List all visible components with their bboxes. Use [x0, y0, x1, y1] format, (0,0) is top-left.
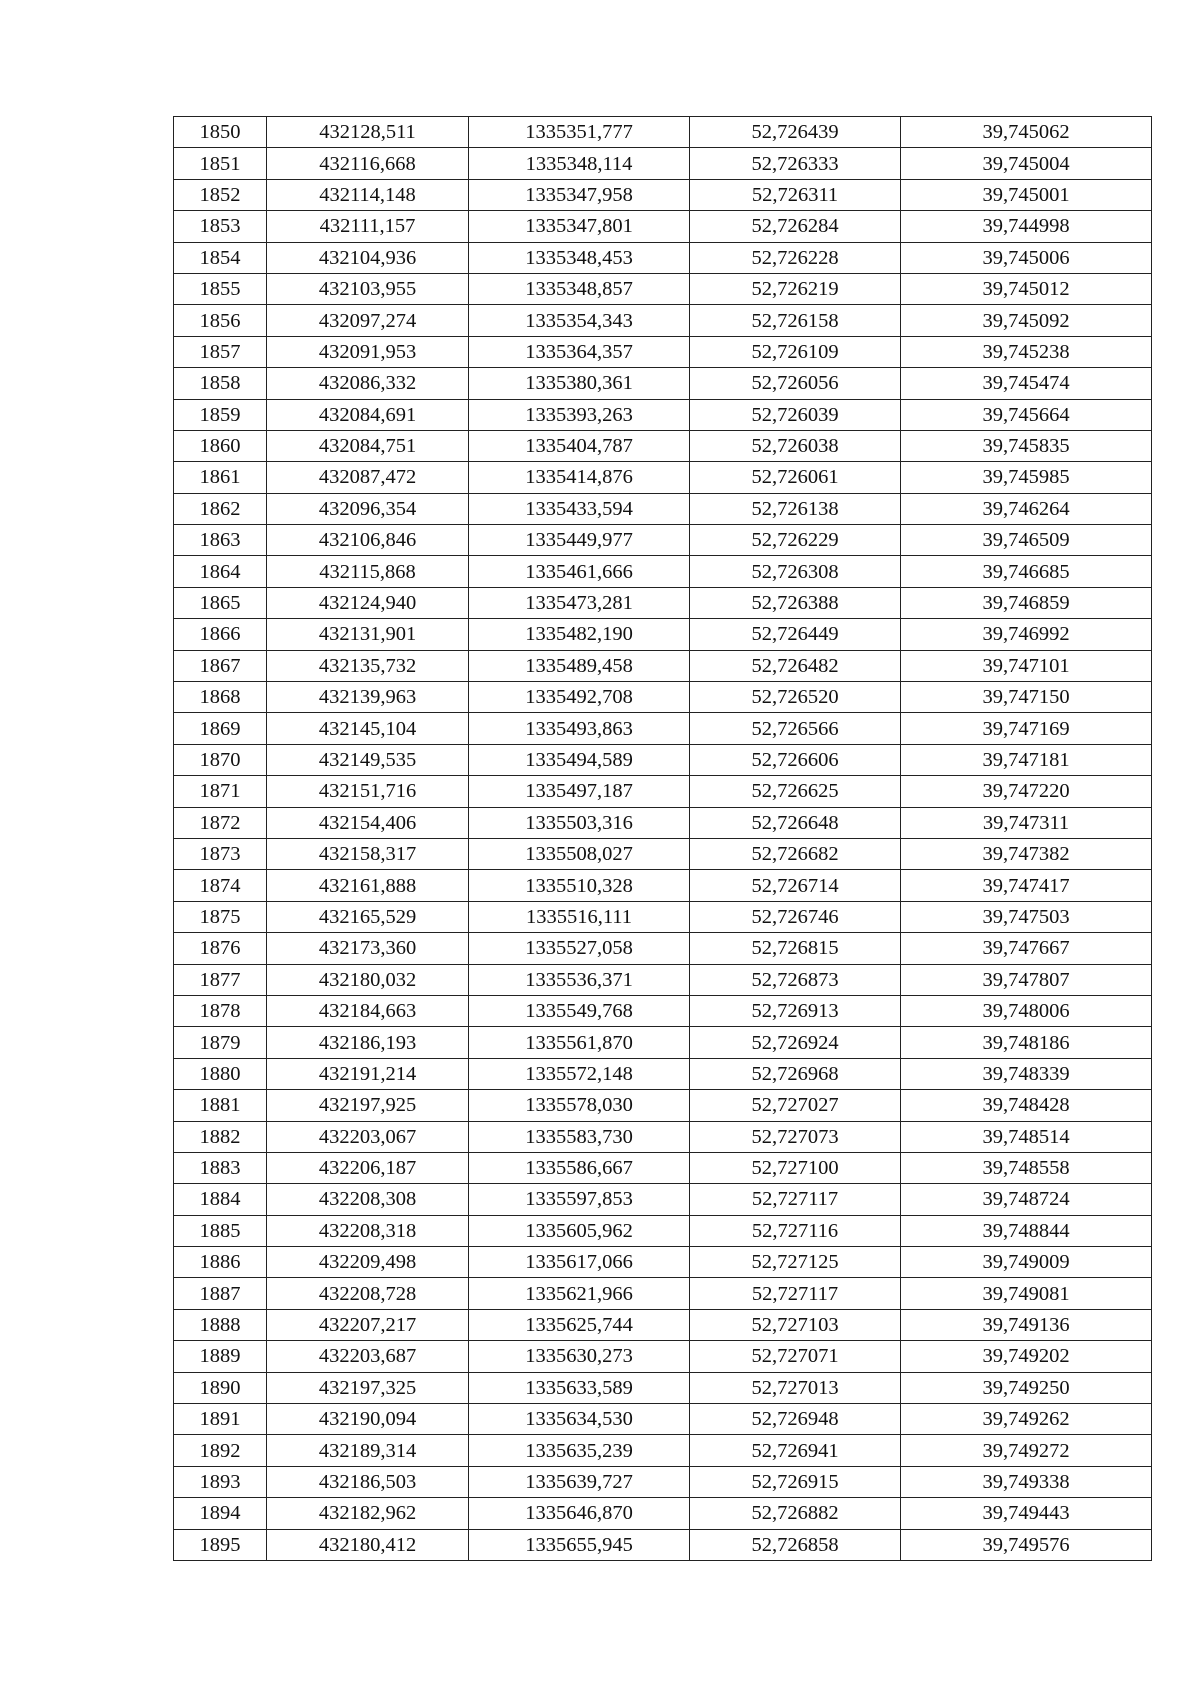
x-coordinate-cell: 432116,668	[267, 148, 469, 179]
point-number-cell: 1891	[174, 1404, 267, 1435]
point-number-cell: 1883	[174, 1152, 267, 1183]
x-coordinate-cell: 432197,925	[267, 1090, 469, 1121]
latitude-cell: 52,726873	[690, 964, 901, 995]
point-number-cell: 1874	[174, 870, 267, 901]
table-row	[174, 1247, 1152, 1278]
point-number-cell: 1868	[174, 682, 267, 713]
latitude-cell: 52,727027	[690, 1090, 901, 1121]
latitude-cell: 52,726109	[690, 336, 901, 367]
x-coordinate-cell: 432115,868	[267, 556, 469, 587]
x-coordinate-cell: 432111,157	[267, 211, 469, 242]
latitude-cell: 52,727100	[690, 1152, 901, 1183]
longitude-cell: 39,747807	[901, 964, 1152, 995]
longitude-cell: 39,747101	[901, 650, 1152, 681]
table-row	[174, 807, 1152, 838]
longitude-cell: 39,745012	[901, 273, 1152, 304]
table-row	[174, 619, 1152, 650]
y-coordinate-cell: 1335482,190	[469, 619, 690, 650]
longitude-cell: 39,747181	[901, 744, 1152, 775]
x-coordinate-cell: 432208,728	[267, 1278, 469, 1309]
longitude-cell: 39,748339	[901, 1058, 1152, 1089]
table-row	[174, 1215, 1152, 1246]
longitude-cell: 39,749262	[901, 1404, 1152, 1435]
table-row	[174, 1090, 1152, 1121]
longitude-cell: 39,744998	[901, 211, 1152, 242]
point-number-cell: 1860	[174, 430, 267, 461]
x-coordinate-cell: 432091,953	[267, 336, 469, 367]
y-coordinate-cell: 1335639,727	[469, 1466, 690, 1497]
latitude-cell: 52,726941	[690, 1435, 901, 1466]
longitude-cell: 39,749009	[901, 1247, 1152, 1278]
table-row	[174, 870, 1152, 901]
latitude-cell: 52,726333	[690, 148, 901, 179]
y-coordinate-cell: 1335364,357	[469, 336, 690, 367]
x-coordinate-cell: 432206,187	[267, 1152, 469, 1183]
y-coordinate-cell: 1335449,977	[469, 525, 690, 556]
table-row	[174, 1435, 1152, 1466]
table-row	[174, 995, 1152, 1026]
latitude-cell: 52,727103	[690, 1309, 901, 1340]
latitude-cell: 52,727116	[690, 1215, 901, 1246]
latitude-cell: 52,726882	[690, 1498, 901, 1529]
latitude-cell: 52,726039	[690, 399, 901, 430]
x-coordinate-cell: 432139,963	[267, 682, 469, 713]
point-number-cell: 1879	[174, 1027, 267, 1058]
latitude-cell: 52,726924	[690, 1027, 901, 1058]
y-coordinate-cell: 1335473,281	[469, 587, 690, 618]
latitude-cell: 52,726520	[690, 682, 901, 713]
longitude-cell: 39,749081	[901, 1278, 1152, 1309]
y-coordinate-cell: 1335351,777	[469, 117, 690, 148]
point-number-cell: 1857	[174, 336, 267, 367]
x-coordinate-cell: 432182,962	[267, 1498, 469, 1529]
longitude-cell: 39,747417	[901, 870, 1152, 901]
coordinates-table	[173, 116, 1152, 1561]
table-row	[174, 1498, 1152, 1529]
point-number-cell: 1855	[174, 273, 267, 304]
x-coordinate-cell: 432151,716	[267, 776, 469, 807]
x-coordinate-cell: 432097,274	[267, 305, 469, 336]
point-number-cell: 1882	[174, 1121, 267, 1152]
y-coordinate-cell: 1335561,870	[469, 1027, 690, 1058]
latitude-cell: 52,727117	[690, 1184, 901, 1215]
x-coordinate-cell: 432158,317	[267, 838, 469, 869]
longitude-cell: 39,746992	[901, 619, 1152, 650]
latitude-cell: 52,726311	[690, 179, 901, 210]
y-coordinate-cell: 1335492,708	[469, 682, 690, 713]
longitude-cell: 39,749576	[901, 1529, 1152, 1560]
latitude-cell: 52,726913	[690, 995, 901, 1026]
table-row	[174, 148, 1152, 179]
point-number-cell: 1851	[174, 148, 267, 179]
table-row	[174, 838, 1152, 869]
table-row	[174, 556, 1152, 587]
y-coordinate-cell: 1335597,853	[469, 1184, 690, 1215]
table-row	[174, 242, 1152, 273]
x-coordinate-cell: 432191,214	[267, 1058, 469, 1089]
x-coordinate-cell: 432189,314	[267, 1435, 469, 1466]
x-coordinate-cell: 432084,751	[267, 430, 469, 461]
y-coordinate-cell: 1335404,787	[469, 430, 690, 461]
latitude-cell: 52,726915	[690, 1466, 901, 1497]
point-number-cell: 1886	[174, 1247, 267, 1278]
table-row	[174, 901, 1152, 932]
table-row	[174, 1466, 1152, 1497]
longitude-cell: 39,749338	[901, 1466, 1152, 1497]
latitude-cell: 52,726746	[690, 901, 901, 932]
table-row	[174, 587, 1152, 618]
x-coordinate-cell: 432103,955	[267, 273, 469, 304]
table-row	[174, 179, 1152, 210]
point-number-cell: 1871	[174, 776, 267, 807]
latitude-cell: 52,726158	[690, 305, 901, 336]
point-number-cell: 1864	[174, 556, 267, 587]
longitude-cell: 39,748724	[901, 1184, 1152, 1215]
point-number-cell: 1853	[174, 211, 267, 242]
table-row	[174, 964, 1152, 995]
longitude-cell: 39,745092	[901, 305, 1152, 336]
point-number-cell: 1878	[174, 995, 267, 1026]
x-coordinate-cell: 432209,498	[267, 1247, 469, 1278]
y-coordinate-cell: 1335635,239	[469, 1435, 690, 1466]
table-row	[174, 1372, 1152, 1403]
x-coordinate-cell: 432208,308	[267, 1184, 469, 1215]
y-coordinate-cell: 1335508,027	[469, 838, 690, 869]
table-row	[174, 1341, 1152, 1372]
y-coordinate-cell: 1335348,453	[469, 242, 690, 273]
table-row	[174, 1529, 1152, 1560]
table-row	[174, 336, 1152, 367]
point-number-cell: 1867	[174, 650, 267, 681]
point-number-cell: 1889	[174, 1341, 267, 1372]
table-row	[174, 305, 1152, 336]
point-number-cell: 1862	[174, 493, 267, 524]
point-number-cell: 1876	[174, 933, 267, 964]
x-coordinate-cell: 432186,503	[267, 1466, 469, 1497]
longitude-cell: 39,747169	[901, 713, 1152, 744]
x-coordinate-cell: 432096,354	[267, 493, 469, 524]
x-coordinate-cell: 432104,936	[267, 242, 469, 273]
x-coordinate-cell: 432154,406	[267, 807, 469, 838]
x-coordinate-cell: 432131,901	[267, 619, 469, 650]
table-row	[174, 1152, 1152, 1183]
latitude-cell: 52,726388	[690, 587, 901, 618]
point-number-cell: 1890	[174, 1372, 267, 1403]
longitude-cell: 39,746859	[901, 587, 1152, 618]
y-coordinate-cell: 1335527,058	[469, 933, 690, 964]
latitude-cell: 52,726138	[690, 493, 901, 524]
table-row	[174, 430, 1152, 461]
x-coordinate-cell: 432145,104	[267, 713, 469, 744]
longitude-cell: 39,745474	[901, 368, 1152, 399]
y-coordinate-cell: 1335516,111	[469, 901, 690, 932]
point-number-cell: 1854	[174, 242, 267, 273]
longitude-cell: 39,749136	[901, 1309, 1152, 1340]
table-row	[174, 744, 1152, 775]
y-coordinate-cell: 1335630,273	[469, 1341, 690, 1372]
table-row	[174, 1309, 1152, 1340]
longitude-cell: 39,748428	[901, 1090, 1152, 1121]
x-coordinate-cell: 432180,032	[267, 964, 469, 995]
latitude-cell: 52,726449	[690, 619, 901, 650]
longitude-cell: 39,747503	[901, 901, 1152, 932]
y-coordinate-cell: 1335605,962	[469, 1215, 690, 1246]
longitude-cell: 39,745004	[901, 148, 1152, 179]
longitude-cell: 39,745238	[901, 336, 1152, 367]
x-coordinate-cell: 432087,472	[267, 462, 469, 493]
y-coordinate-cell: 1335497,187	[469, 776, 690, 807]
y-coordinate-cell: 1335347,801	[469, 211, 690, 242]
table-row	[174, 211, 1152, 242]
table-row	[174, 682, 1152, 713]
point-number-cell: 1852	[174, 179, 267, 210]
y-coordinate-cell: 1335655,945	[469, 1529, 690, 1560]
x-coordinate-cell: 432165,529	[267, 901, 469, 932]
latitude-cell: 52,726858	[690, 1529, 901, 1560]
y-coordinate-cell: 1335621,966	[469, 1278, 690, 1309]
longitude-cell: 39,745664	[901, 399, 1152, 430]
table-row	[174, 273, 1152, 304]
longitude-cell: 39,746264	[901, 493, 1152, 524]
table-row	[174, 117, 1152, 148]
table-row	[174, 493, 1152, 524]
x-coordinate-cell: 432180,412	[267, 1529, 469, 1560]
longitude-cell: 39,745985	[901, 462, 1152, 493]
x-coordinate-cell: 432106,846	[267, 525, 469, 556]
point-number-cell: 1872	[174, 807, 267, 838]
latitude-cell: 52,726061	[690, 462, 901, 493]
x-coordinate-cell: 432197,325	[267, 1372, 469, 1403]
longitude-cell: 39,748844	[901, 1215, 1152, 1246]
table-row	[174, 1121, 1152, 1152]
point-number-cell: 1873	[174, 838, 267, 869]
y-coordinate-cell: 1335549,768	[469, 995, 690, 1026]
y-coordinate-cell: 1335510,328	[469, 870, 690, 901]
latitude-cell: 52,727071	[690, 1341, 901, 1372]
point-number-cell: 1863	[174, 525, 267, 556]
point-number-cell: 1877	[174, 964, 267, 995]
table-row	[174, 713, 1152, 744]
latitude-cell: 52,726219	[690, 273, 901, 304]
x-coordinate-cell: 432208,318	[267, 1215, 469, 1246]
point-number-cell: 1865	[174, 587, 267, 618]
y-coordinate-cell: 1335347,958	[469, 179, 690, 210]
point-number-cell: 1888	[174, 1309, 267, 1340]
table-row	[174, 368, 1152, 399]
longitude-cell: 39,749250	[901, 1372, 1152, 1403]
latitude-cell: 52,726439	[690, 117, 901, 148]
latitude-cell: 52,726815	[690, 933, 901, 964]
x-coordinate-cell: 432207,217	[267, 1309, 469, 1340]
latitude-cell: 52,726714	[690, 870, 901, 901]
longitude-cell: 39,747220	[901, 776, 1152, 807]
point-number-cell: 1859	[174, 399, 267, 430]
longitude-cell: 39,748186	[901, 1027, 1152, 1058]
x-coordinate-cell: 432173,360	[267, 933, 469, 964]
table-row	[174, 1184, 1152, 1215]
longitude-cell: 39,749272	[901, 1435, 1152, 1466]
y-coordinate-cell: 1335586,667	[469, 1152, 690, 1183]
y-coordinate-cell: 1335348,114	[469, 148, 690, 179]
coordinates-table-body	[174, 117, 1152, 1561]
latitude-cell: 52,726948	[690, 1404, 901, 1435]
latitude-cell: 52,726968	[690, 1058, 901, 1089]
y-coordinate-cell: 1335625,744	[469, 1309, 690, 1340]
y-coordinate-cell: 1335489,458	[469, 650, 690, 681]
y-coordinate-cell: 1335348,857	[469, 273, 690, 304]
y-coordinate-cell: 1335393,263	[469, 399, 690, 430]
y-coordinate-cell: 1335461,666	[469, 556, 690, 587]
x-coordinate-cell: 432114,148	[267, 179, 469, 210]
point-number-cell: 1884	[174, 1184, 267, 1215]
latitude-cell: 52,726284	[690, 211, 901, 242]
latitude-cell: 52,726056	[690, 368, 901, 399]
longitude-cell: 39,745062	[901, 117, 1152, 148]
table-row	[174, 776, 1152, 807]
point-number-cell: 1880	[174, 1058, 267, 1089]
x-coordinate-cell: 432184,663	[267, 995, 469, 1026]
y-coordinate-cell: 1335433,594	[469, 493, 690, 524]
x-coordinate-cell: 432084,691	[267, 399, 469, 430]
y-coordinate-cell: 1335494,589	[469, 744, 690, 775]
longitude-cell: 39,746685	[901, 556, 1152, 587]
x-coordinate-cell: 432128,511	[267, 117, 469, 148]
point-number-cell: 1870	[174, 744, 267, 775]
point-number-cell: 1881	[174, 1090, 267, 1121]
y-coordinate-cell: 1335578,030	[469, 1090, 690, 1121]
y-coordinate-cell: 1335572,148	[469, 1058, 690, 1089]
table-row	[174, 399, 1152, 430]
longitude-cell: 39,748514	[901, 1121, 1152, 1152]
latitude-cell: 52,727125	[690, 1247, 901, 1278]
table-row	[174, 1027, 1152, 1058]
x-coordinate-cell: 432203,067	[267, 1121, 469, 1152]
y-coordinate-cell: 1335414,876	[469, 462, 690, 493]
longitude-cell: 39,745006	[901, 242, 1152, 273]
table-row	[174, 933, 1152, 964]
latitude-cell: 52,727117	[690, 1278, 901, 1309]
longitude-cell: 39,748558	[901, 1152, 1152, 1183]
table-row	[174, 525, 1152, 556]
table-row	[174, 1278, 1152, 1309]
x-coordinate-cell: 432161,888	[267, 870, 469, 901]
longitude-cell: 39,747150	[901, 682, 1152, 713]
point-number-cell: 1895	[174, 1529, 267, 1560]
longitude-cell: 39,749202	[901, 1341, 1152, 1372]
x-coordinate-cell: 432190,094	[267, 1404, 469, 1435]
longitude-cell: 39,747382	[901, 838, 1152, 869]
y-coordinate-cell: 1335493,863	[469, 713, 690, 744]
table-row	[174, 650, 1152, 681]
point-number-cell: 1858	[174, 368, 267, 399]
latitude-cell: 52,726682	[690, 838, 901, 869]
latitude-cell: 52,726308	[690, 556, 901, 587]
x-coordinate-cell: 432086,332	[267, 368, 469, 399]
point-number-cell: 1875	[174, 901, 267, 932]
y-coordinate-cell: 1335633,589	[469, 1372, 690, 1403]
longitude-cell: 39,747311	[901, 807, 1152, 838]
table-row	[174, 1404, 1152, 1435]
table-row	[174, 462, 1152, 493]
x-coordinate-cell: 432203,687	[267, 1341, 469, 1372]
latitude-cell: 52,727073	[690, 1121, 901, 1152]
y-coordinate-cell: 1335354,343	[469, 305, 690, 336]
latitude-cell: 52,726566	[690, 713, 901, 744]
y-coordinate-cell: 1335646,870	[469, 1498, 690, 1529]
latitude-cell: 52,726228	[690, 242, 901, 273]
point-number-cell: 1894	[174, 1498, 267, 1529]
table-row	[174, 1058, 1152, 1089]
latitude-cell: 52,726229	[690, 525, 901, 556]
latitude-cell: 52,726482	[690, 650, 901, 681]
latitude-cell: 52,727013	[690, 1372, 901, 1403]
y-coordinate-cell: 1335503,316	[469, 807, 690, 838]
point-number-cell: 1892	[174, 1435, 267, 1466]
y-coordinate-cell: 1335536,371	[469, 964, 690, 995]
latitude-cell: 52,726606	[690, 744, 901, 775]
longitude-cell: 39,747667	[901, 933, 1152, 964]
point-number-cell: 1885	[174, 1215, 267, 1246]
longitude-cell: 39,748006	[901, 995, 1152, 1026]
latitude-cell: 52,726625	[690, 776, 901, 807]
y-coordinate-cell: 1335583,730	[469, 1121, 690, 1152]
point-number-cell: 1869	[174, 713, 267, 744]
longitude-cell: 39,746509	[901, 525, 1152, 556]
latitude-cell: 52,726648	[690, 807, 901, 838]
y-coordinate-cell: 1335634,530	[469, 1404, 690, 1435]
point-number-cell: 1856	[174, 305, 267, 336]
y-coordinate-cell: 1335617,066	[469, 1247, 690, 1278]
latitude-cell: 52,726038	[690, 430, 901, 461]
longitude-cell: 39,745001	[901, 179, 1152, 210]
point-number-cell: 1866	[174, 619, 267, 650]
point-number-cell: 1861	[174, 462, 267, 493]
point-number-cell: 1887	[174, 1278, 267, 1309]
point-number-cell: 1893	[174, 1466, 267, 1497]
x-coordinate-cell: 432186,193	[267, 1027, 469, 1058]
y-coordinate-cell: 1335380,361	[469, 368, 690, 399]
point-number-cell: 1850	[174, 117, 267, 148]
longitude-cell: 39,749443	[901, 1498, 1152, 1529]
longitude-cell: 39,745835	[901, 430, 1152, 461]
x-coordinate-cell: 432135,732	[267, 650, 469, 681]
x-coordinate-cell: 432124,940	[267, 587, 469, 618]
x-coordinate-cell: 432149,535	[267, 744, 469, 775]
